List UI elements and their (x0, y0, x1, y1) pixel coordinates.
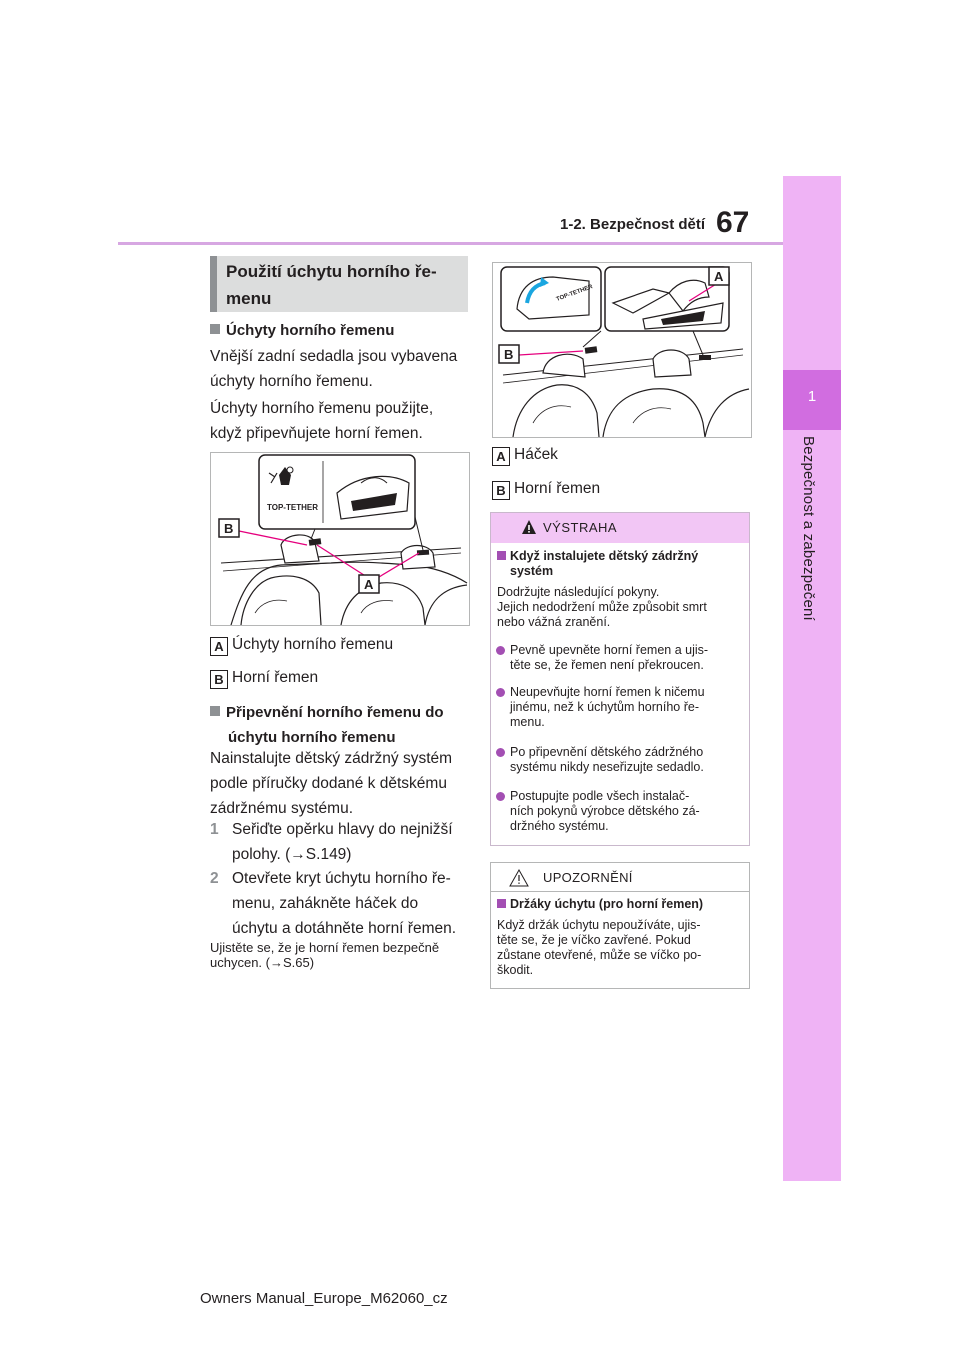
tether-label: TOP-TETHER (267, 503, 318, 512)
note-line: uchycen. (→S.65) (210, 955, 315, 970)
step-text: Seřiďte opěrku hlavy do nejnižší (232, 821, 453, 838)
notice-box (490, 862, 750, 989)
step-number: 2 (210, 870, 219, 887)
legend-row-a (492, 446, 558, 466)
section-heading (210, 256, 468, 312)
notice-line: těte se, že je víčko zavřené. Pokud (497, 933, 691, 947)
notice-subhead-text: Držáky úchytu (pro horní řemen) (510, 897, 704, 911)
callout-b: B (224, 521, 234, 536)
hook-figure (492, 262, 752, 438)
step-text: polohy. (→S.149) (232, 846, 352, 863)
notice-subhead (497, 897, 703, 912)
step-text: úchytu a dotáhněte horní řemen. (232, 920, 457, 937)
subhead-attach-tether (210, 700, 444, 750)
paragraph-line: když připevňujete horní řemen. (210, 425, 423, 442)
warning-title: VÝSTRAHA (543, 520, 618, 535)
square-bullet-icon (210, 706, 220, 716)
warning-item-line: držného systému. (510, 819, 609, 833)
paragraph-1 (210, 344, 457, 394)
legend-key-b: B (492, 481, 510, 500)
paragraph-line: Úchyty horního řemenu použijte, (210, 400, 434, 417)
step-2 (210, 866, 456, 941)
warning-item-line: Po připevnění dětského zádržného (510, 745, 704, 759)
warning-item (510, 789, 700, 834)
page-number: 67 (716, 206, 750, 239)
warning-triangle-icon (521, 519, 537, 535)
warning-item (510, 643, 708, 673)
chapter-side-tab (783, 176, 841, 1181)
round-bullet-icon (496, 748, 505, 757)
caution-triangle-icon (509, 869, 529, 887)
chapter-number: 1 (807, 388, 817, 405)
note (210, 940, 439, 970)
legend-text: Horní řemen (232, 669, 319, 686)
warning-header (491, 513, 749, 543)
warning-intro-line: Dodržujte následující pokyny. (497, 585, 660, 599)
warning-item-line: systému nikdy neseřizujte sedadlo. (510, 760, 704, 774)
seat-illustration (211, 453, 469, 625)
notice-line: zůstane otevřené, může se víčko po- (497, 948, 702, 962)
legend-row-b (210, 669, 318, 689)
callout-b: B (504, 347, 514, 362)
heading-line-2: menu (226, 289, 272, 308)
legend-key-b: B (210, 670, 228, 689)
paragraph-2 (210, 396, 433, 446)
warning-intro-line: nebo vážná zranění. (497, 615, 611, 629)
notice-text (497, 918, 701, 978)
paragraph-line: zádržnému systému. (210, 800, 353, 817)
warning-item-line: jinému, než k úchytům horního ře- (510, 700, 699, 714)
notice-header (491, 863, 749, 892)
round-bullet-icon (496, 792, 505, 801)
heading-line-1: Použití úchytu horního ře- (226, 262, 437, 281)
warning-subhead (497, 549, 698, 579)
warning-subhead-text: Když instalujete dětský zádržný (510, 549, 699, 563)
paragraph-line: Nainstalujte dětský zádržný systém (210, 750, 453, 767)
warning-item (510, 745, 704, 775)
subhead-tether-anchors (210, 318, 394, 343)
warning-item-line: menu. (510, 715, 545, 729)
paragraph-line: podle příručky dodané k dětskému (210, 775, 447, 792)
step-text: menu, zahákněte háček do (232, 895, 419, 912)
step-number: 1 (210, 821, 219, 838)
legend-text: Háček (514, 446, 558, 463)
note-line: Ujistěte se, že je horní řemen bezpečně (210, 940, 440, 955)
callout-a: A (714, 269, 724, 284)
notice-line: škodit. (497, 963, 534, 977)
warning-subhead-text: systém (510, 564, 554, 578)
seat-hook-illustration (493, 263, 751, 437)
warning-item (510, 685, 705, 730)
step-1 (210, 817, 453, 867)
warning-box (490, 512, 750, 846)
notice-title: UPOZORNĚNÍ (543, 870, 633, 885)
footer-manual-id: Owners Manual_Europe_M62060_cz (200, 1290, 448, 1307)
warning-item-line: těte se, že řemen není překroucen. (510, 658, 704, 672)
warning-intro (497, 585, 707, 630)
square-bullet-icon (497, 899, 506, 908)
tether-anchor-figure (210, 452, 470, 626)
legend-text: Horní řemen (514, 480, 601, 497)
warning-item-line: Postupujte podle všech instalač- (510, 789, 690, 803)
warning-item-line: Pevně upevněte horní řemen a ujis- (510, 643, 709, 657)
subhead-text: Úchyty horního řemenu (226, 322, 395, 339)
legend-row-a (210, 636, 393, 656)
warning-item-line: ních pokynů výrobce dětského zá- (510, 804, 700, 818)
subhead-text: Připevnění horního řemenu do (226, 704, 444, 721)
warning-intro-line: Jejich nedodržení může způsobit smrt (497, 600, 707, 614)
legend-key-a: A (492, 447, 510, 466)
callout-a: A (364, 577, 374, 592)
notice-line: Když držák úchytu nepoužíváte, ujis- (497, 918, 701, 932)
subhead-text: úchytu horního řemenu (228, 729, 396, 746)
square-bullet-icon (497, 551, 506, 560)
paragraph-3 (210, 746, 452, 821)
square-bullet-icon (210, 324, 220, 334)
round-bullet-icon (496, 688, 505, 697)
paragraph-line: úchyty horního řemenu. (210, 373, 373, 390)
legend-key-a: A (210, 637, 228, 656)
legend-text: Úchyty horního řemenu (232, 636, 394, 653)
chapter-title: Bezpečnost a zabezpečení (800, 436, 817, 621)
warning-item-line: Neupevňujte horní řemen k ničemu (510, 685, 705, 699)
paragraph-line: Vnější zadní sedadla jsou vybavena (210, 348, 458, 365)
step-text: Otevřete kryt úchytu horního ře- (232, 870, 451, 887)
tether-label: TOP-TETHER (555, 284, 594, 303)
section-title: 1-2. Bezpečnost dětí (560, 216, 706, 233)
legend-row-b (492, 480, 600, 500)
header-rule (118, 242, 783, 245)
round-bullet-icon (496, 646, 505, 655)
